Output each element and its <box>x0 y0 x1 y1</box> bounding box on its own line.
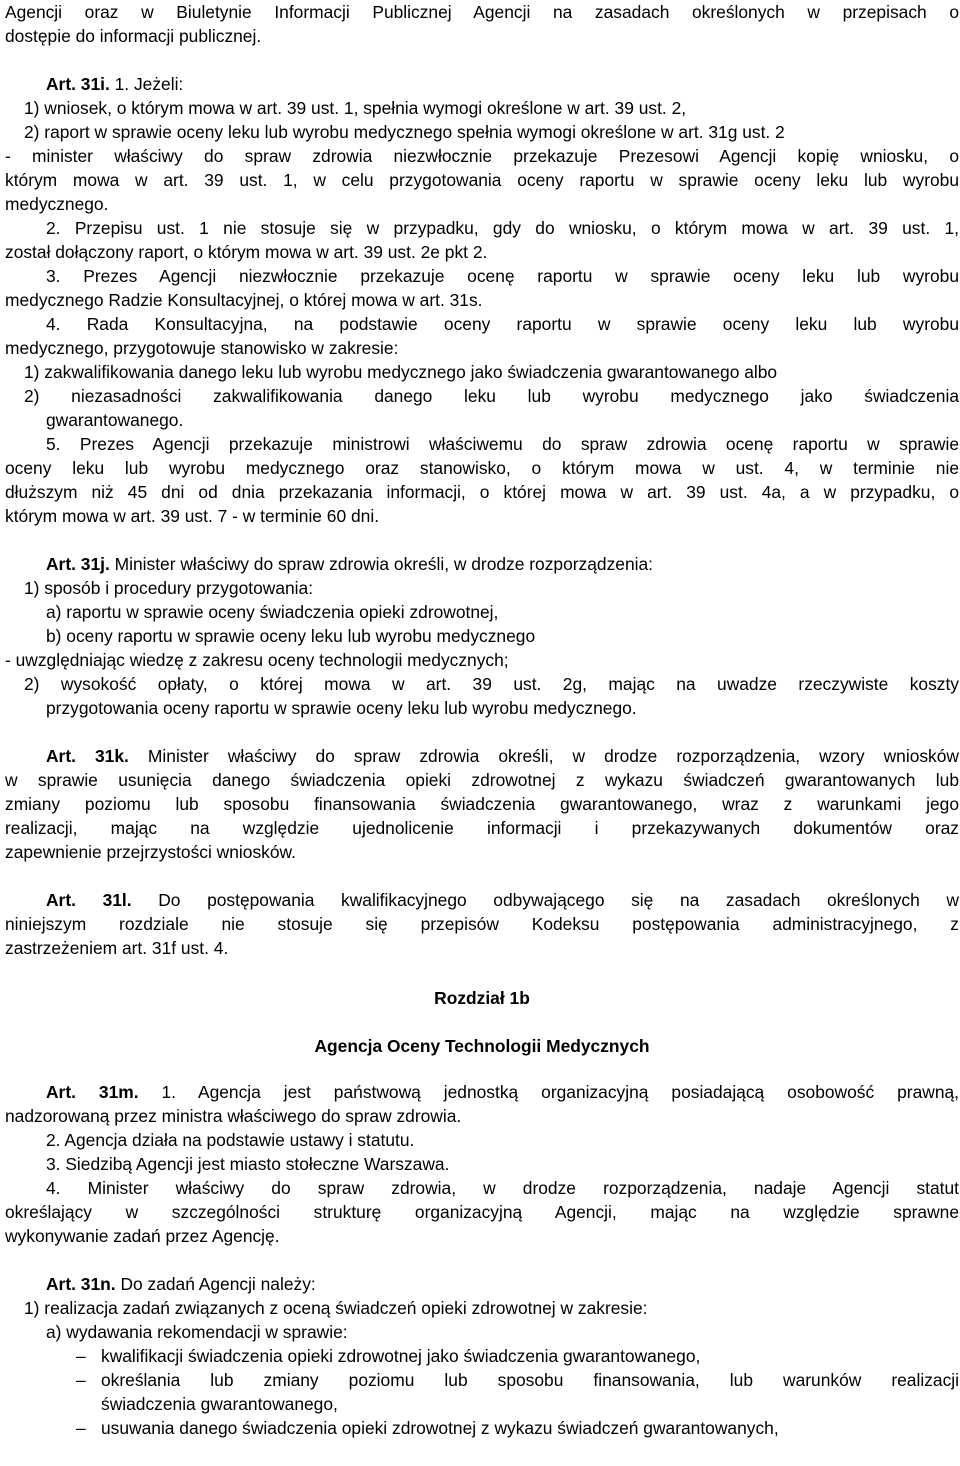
text-line: przygotowania oceny raportu w sprawie oceny leku lub wyrobu medycznego. <box>46 698 637 718</box>
text-line: 5. Prezes Agencji przekazuje ministrowi właściwemu do spraw zdrowia ocenę raportu w sprawie <box>46 434 959 454</box>
text-line: 3. Prezes Agencji niezwłocznie przekazuje ocenę raportu w sprawie oceny leku lub wyrobu <box>46 266 959 286</box>
text-line: b) oceny raportu w sprawie oceny leku lub wyrobu medycznego <box>46 626 536 646</box>
text-line: 1) wniosek, o którym mowa w art. 39 ust. 1, spełnia wymogi określone w art. 39 ust. 2, <box>24 98 687 118</box>
text-line: określania lub zmiany poziomu lub sposobu finansowania, lub warunków realizacji <box>101 1370 959 1390</box>
article-31i-heading <box>46 72 183 96</box>
text-line: zastrzeżeniem art. 31f ust. 4. <box>5 938 229 958</box>
chapter-title: Agencja Oceny Technologii Medycznych <box>314 1036 650 1056</box>
text-line: dostępie do informacji publicznej. <box>5 26 262 46</box>
text-line: 4. Rada Konsultacyjna, na podstawie oceny raportu w sprawie oceny leku lub wyrobu <box>46 314 959 334</box>
text-line: 2) wysokość opłaty, o której mowa w art. 39 ust. 2g, mając na uwadze rzeczywiste koszty <box>24 674 959 694</box>
text-line: Agencji oraz w Biuletynie Informacji Publicznej Agencji na zasadach określonych w przepisach o <box>5 2 959 22</box>
text-line: 3. Siedzibą Agencji jest miasto stołeczne Warszawa. <box>46 1154 450 1174</box>
text-line: 1) zakwalifikowania danego leku lub wyrobu medycznego jako świadczenia gwarantowanego albo <box>24 362 778 382</box>
article-31n-heading <box>46 1272 316 1296</box>
text-line: kwalifikacji świadczenia opieki zdrowotnej jako świadczenia gwarantowanego, <box>101 1346 701 1366</box>
article-31l-heading <box>46 888 959 912</box>
text-line: zmiany poziomu lub sposobu finansowania świadczenia gwarantowanego, wraz z warunkami jego <box>5 794 959 814</box>
text-line: medycznego. <box>5 194 109 214</box>
dash-bullet: – <box>76 1370 86 1390</box>
text-line: 2) niezasadności zakwalifikowania danego leku lub wyrobu medycznego jako świadczenia <box>24 386 959 406</box>
text-line: w sprawie usunięcia danego świadczenia opieki zdrowotnej z wykazu świadczeń gwarantowanych lub <box>5 770 959 790</box>
text-line: 2. Agencja działa na podstawie ustawy i statutu. <box>46 1130 415 1150</box>
text-fragment: Do postępowania kwalifikacyjnego odbywającego się na zasadach określonych w <box>158 890 959 910</box>
article-label: Art. 31i. <box>46 74 110 94</box>
article-label: Art. 31j. <box>46 554 110 574</box>
text-line: - uwzględniając wiedzę z zakresu oceny technologii medycznych; <box>5 650 509 670</box>
text-line: którym mowa w art. 39 ust. 7 - w terminie 60 dni. <box>5 506 380 526</box>
text-fragment: 1. Agencja jest państwową jednostką organizacyjną posiadającą osobowość prawną, <box>161 1082 959 1102</box>
article-31m-heading <box>46 1080 959 1104</box>
article-label: Art. 31n. <box>46 1274 116 1294</box>
text-line: 1) sposób i procedury przygotowania: <box>24 578 314 598</box>
text-fragment: 1. Jeżeli: <box>114 74 184 94</box>
text-line: 4. Minister właściwy do spraw zdrowia, w drodze rozporządzenia, nadaje Agencji statut <box>46 1178 959 1198</box>
text-line: usuwania danego świadczenia opieki zdrowotnej z wykazu świadczeń gwarantowanych, <box>101 1418 779 1438</box>
article-label: Art. 31k. <box>46 746 129 766</box>
text-line: nadzorowaną przez ministra właściwego do spraw zdrowia. <box>5 1106 462 1126</box>
text-line: dłuższym niż 45 dni od dnia przekazania informacji, o której mowa w art. 39 ust. 4a, a w przypadku, o <box>5 482 959 502</box>
text-line: świadczenia gwarantowanego, <box>101 1394 338 1414</box>
chapter-number: Rozdział 1b <box>434 988 530 1008</box>
text-line: a) raportu w sprawie oceny świadczenia opieki zdrowotnej, <box>46 602 499 622</box>
text-line: a) wydawania rekomendacji w sprawie: <box>46 1322 348 1342</box>
article-31k-heading <box>46 744 959 768</box>
article-label: Art. 31l. <box>46 890 132 910</box>
text-fragment: Do zadań Agencji należy: <box>120 1274 316 1294</box>
text-line: został dołączony raport, o którym mowa w art. 39 ust. 2e pkt 2. <box>5 242 488 262</box>
text-fragment: Minister właściwy do spraw zdrowia określi, w drodze rozporządzenia, wzory wniosków <box>147 746 959 766</box>
text-line: gwarantowanego. <box>46 410 184 430</box>
text-line: realizacji, mając na względzie ujednolicenie informacji i przekazywanych dokumentów oraz <box>5 818 959 838</box>
text-line: 2. Przepisu ust. 1 nie stosuje się w przypadku, gdy do wniosku, o którym mowa w art. 39 ust. 1, <box>46 218 959 238</box>
article-label: Art. 31m. <box>46 1082 139 1102</box>
text-line: wykonywanie zadań przez Agencję. <box>5 1226 280 1246</box>
text-line: oceny leku lub wyrobu medycznego oraz stanowisko, o którym mowa w ust. 4, w terminie nie <box>5 458 959 478</box>
text-line: medycznego Radzie Konsultacyjnej, o której mowa w art. 31s. <box>5 290 483 310</box>
text-line: medycznego, przygotowuje stanowisko w zakresie: <box>5 338 399 358</box>
text-line: 1) realizacja zadań związanych z oceną świadczeń opieki zdrowotnej w zakresie: <box>24 1298 648 1318</box>
text-line: - minister właściwy do spraw zdrowia niezwłocznie przekazuje Prezesowi Agencji kopię wniosku, o <box>5 146 959 166</box>
text-line: 2) raport w sprawie oceny leku lub wyrobu medycznego spełnia wymogi określone w art. 31g ust. 2 <box>24 122 785 142</box>
text-fragment: Minister właściwy do spraw zdrowia określi, w drodze rozporządzenia: <box>114 554 653 574</box>
article-31j-heading <box>46 552 653 576</box>
dash-bullet: – <box>76 1418 86 1438</box>
text-line: zapewnienie przejrzystości wniosków. <box>5 842 296 862</box>
dash-bullet: – <box>76 1346 86 1366</box>
text-line: niniejszym rozdziale nie stosuje się przepisów Kodeksu postępowania administracyjnego, z <box>5 914 959 934</box>
text-line: określający w szczególności strukturę organizacyjną Agencji, mając na względzie sprawne <box>5 1202 959 1222</box>
text-line: którym mowa w art. 39 ust. 1, w celu przygotowania oceny raportu w sprawie oceny leku lub wyrobu <box>5 170 959 190</box>
